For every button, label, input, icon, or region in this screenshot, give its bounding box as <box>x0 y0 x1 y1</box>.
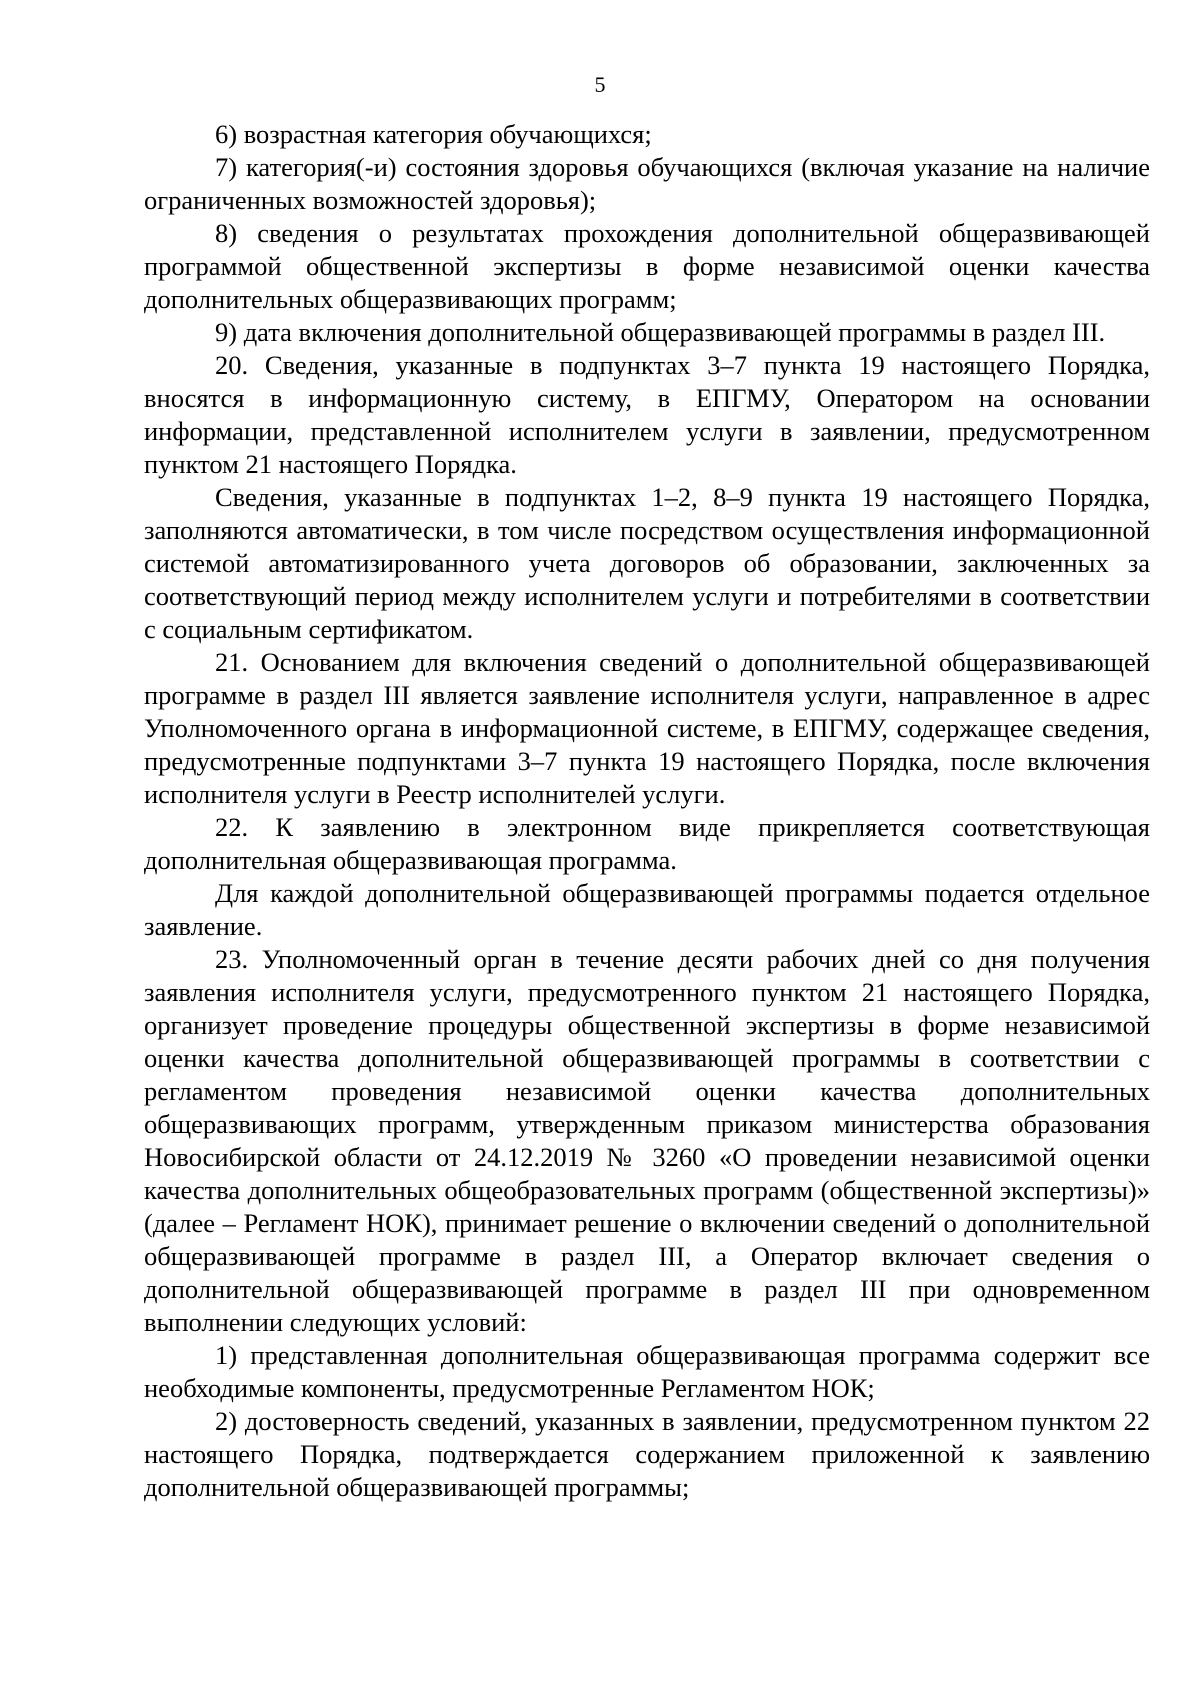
paragraph-clause-22: 22. К заявлению в электронном виде прикрепляется соответствующая дополнительная общеразвивающая программа. <box>144 812 1150 875</box>
paragraph-item-9: 9) дата включения дополнительной общеразвивающей программы в раздел III. <box>215 317 1106 347</box>
document-body <box>144 118 1150 1504</box>
paragraph-item-6: 6) возрастная категория обучающихся; <box>215 119 652 149</box>
paragraph-clause-20-continued: Сведения, указанные в подпунктах 1–2, 8–9 пункта 19 настоящего Порядка, заполняются автоматически, в том числе посредством осуществления информационной системой автоматизированного учета договоров об образовании, заключенных за соответствующий период между исполнителем услуги и потребителями в соответствии с социальным сертификатом. <box>144 482 1150 644</box>
paragraph-clause-21: 21. Основанием для включения сведений о дополнительной общеразвивающей программе в раздел III является заявление исполнителя услуги, направленное в адрес Уполномоченного органа в информационной системе, в ЕПГМУ, содержащее сведения, предусмотренные подпунктами 3–7 пункта 19 настоящего Порядка, после включения исполнителя услуги в Реестр исполнителей услуги. <box>144 647 1150 809</box>
paragraph-clause-23: 23. Уполномоченный орган в течение десяти рабочих дней со дня получения заявления исполнителя услуги, предусмотренного пунктом 21 настоящего Порядка, организует проведение процедуры общественной экспертизы в форме независимой оценки качества дополнительной общеразвивающей программы в соответствии с регламентом проведения независимой оценки качества дополнительных общеразвивающих программ, утвержденным приказом министерства образования Новосибирской области от 24.12.2019 № 3260 «О проведении независимой оценки качества дополнительных общеобразовательных программ (общественной экспертизы)» (далее – Регламент НОК), принимает решение о включении сведений о дополнительной общеразвивающей программе в раздел III, а Оператор включает сведения о дополнительной общеразвивающей программе в раздел III при одновременном выполнении следующих условий: <box>144 944 1150 1337</box>
paragraph-clause-22-continued: Для каждой дополнительной общеразвивающей программы подается отдельное заявление. <box>144 878 1150 941</box>
page-number: 5 <box>594 72 606 97</box>
paragraph-condition-2: 2) достоверность сведений, указанных в заявлении, предусмотренном пунктом 22 настоящего Порядка, подтверждается содержанием приложенной к заявлению дополнительной общеразвивающей программы; <box>144 1406 1150 1502</box>
paragraph-item-8: 8) сведения о результатах прохождения дополнительной общеразвивающей программой общественной экспертизы в форме независимой оценки качества дополнительных общеразвивающих программ; <box>144 218 1150 314</box>
paragraph-clause-20: 20. Сведения, указанные в подпунктах 3–7 пункта 19 настоящего Порядка, вносятся в информационную систему, в ЕПГМУ, Оператором на основании информации, представленной исполнителем услуги в заявлении, предусмотренном пунктом 21 настоящего Порядка. <box>144 350 1150 479</box>
paragraph-item-7: 7) категория(-и) состояния здоровья обучающихся (включая указание на наличие ограниченных возможностей здоровья); <box>144 152 1150 215</box>
paragraph-condition-1: 1) представленная дополнительная общеразвивающая программа содержит все необходимые компоненты, предусмотренные Регламентом НОК; <box>144 1340 1150 1403</box>
